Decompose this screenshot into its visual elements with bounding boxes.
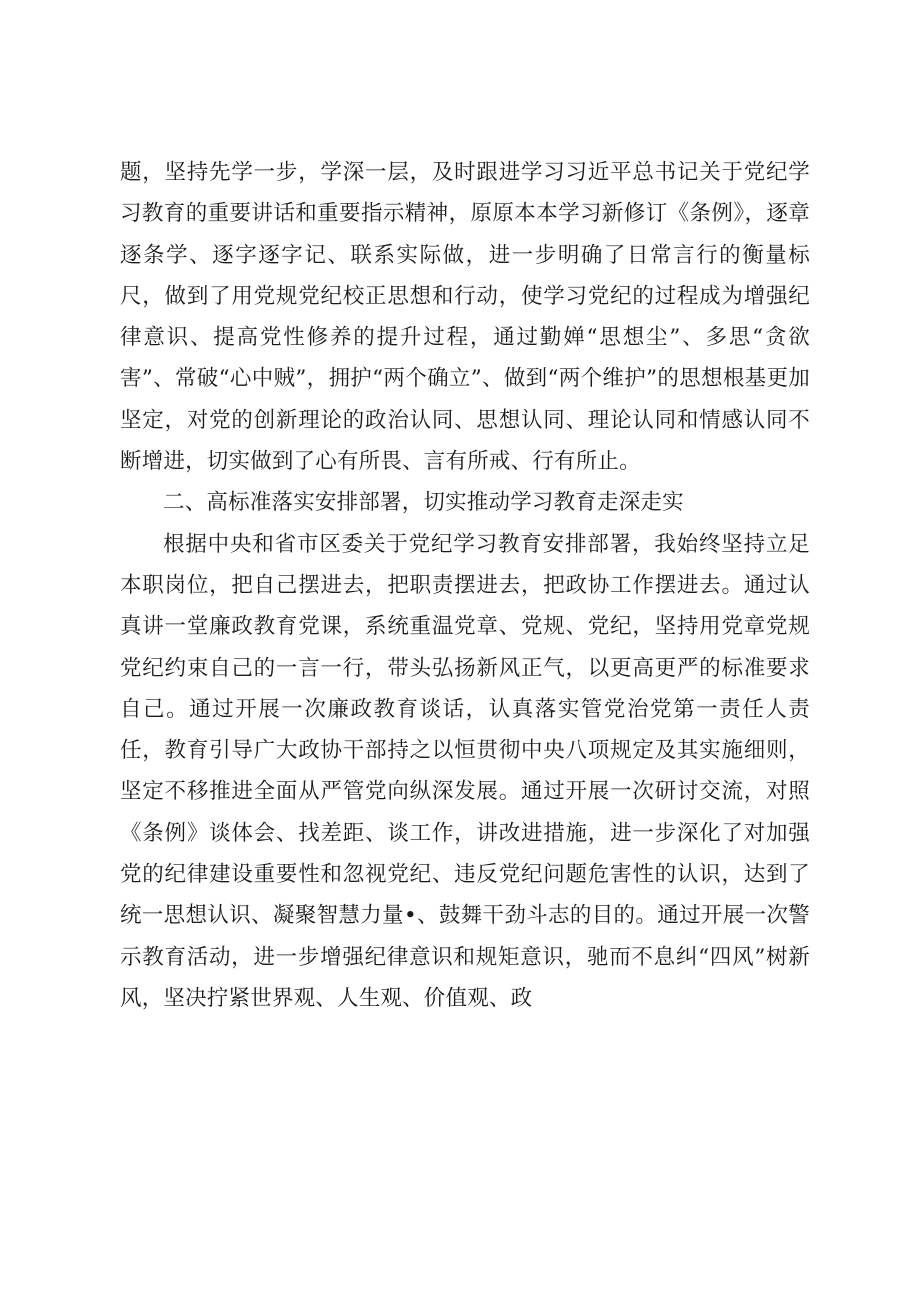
section-heading: 二、高标准落实安排部署，切实推动学习教育走深走实 xyxy=(163,490,684,516)
body-paragraph-2: 根据中央和省市区委关于党纪学习教育安排部署，我始终坚持立足本职岗位，把自己摆进去，把职责摆进去，把政协工作摆进去。通过认真讲一堂廉政教育党课，系统重温党章、党规、党纪，坚持用党章党规党纪约束自己的一言一行，带头弘扬新风正气，以更高更严的标准要求自己。通过开展一次廉政教育谈话，认真落实管党治党第一责任人责任，教育引导广大政协干部持之以恒贯彻中央八项规定及其实施细则，坚定不移推进全面从严管党向纵深发展。通过开展一次研讨交流，对照《条例》谈体会、找差距、谈工作，讲改进措施，进一步深化了对加强党的纪律建设重要性和忽视党纪、违反党纪问题危害性的认识，达到了统一思想认识、凝聚智慧力量•、鼓舞干劲斗志的目的。通过开展一次警示教育活动，进一步增强纪律意识和规矩意识，驰而不息纠“四风”树新风，坚决拧紧世界观、人生观、价值观、政 xyxy=(120,531,810,1011)
body-paragraph-1: 题，坚持先学一步，学深一层，及时跟进学习习近平总书记关于党纪学习教育的重要讲话和重要指示精神，原原本本学习新修订《条例》，逐章逐条学、逐字逐字记、联系实际做，进一步明确了日常言行的衡量标尺，做到了用党规党纪校正思想和行动，使学习党纪的过程成为增强纪律意识、提高党性修养的提升过程，通过勤婵“思想尘”、多思“贪欲害”、常破“心中贼”，拥护“两个确立”、做到“两个维护”的思想根基更加坚定，对党的创新理论的政治认同、思想认同、理论认同和情感认同不断增进，切实做到了心有所畏、言有所戒、行有所止。 xyxy=(120,160,810,475)
document-body xyxy=(120,152,810,1019)
